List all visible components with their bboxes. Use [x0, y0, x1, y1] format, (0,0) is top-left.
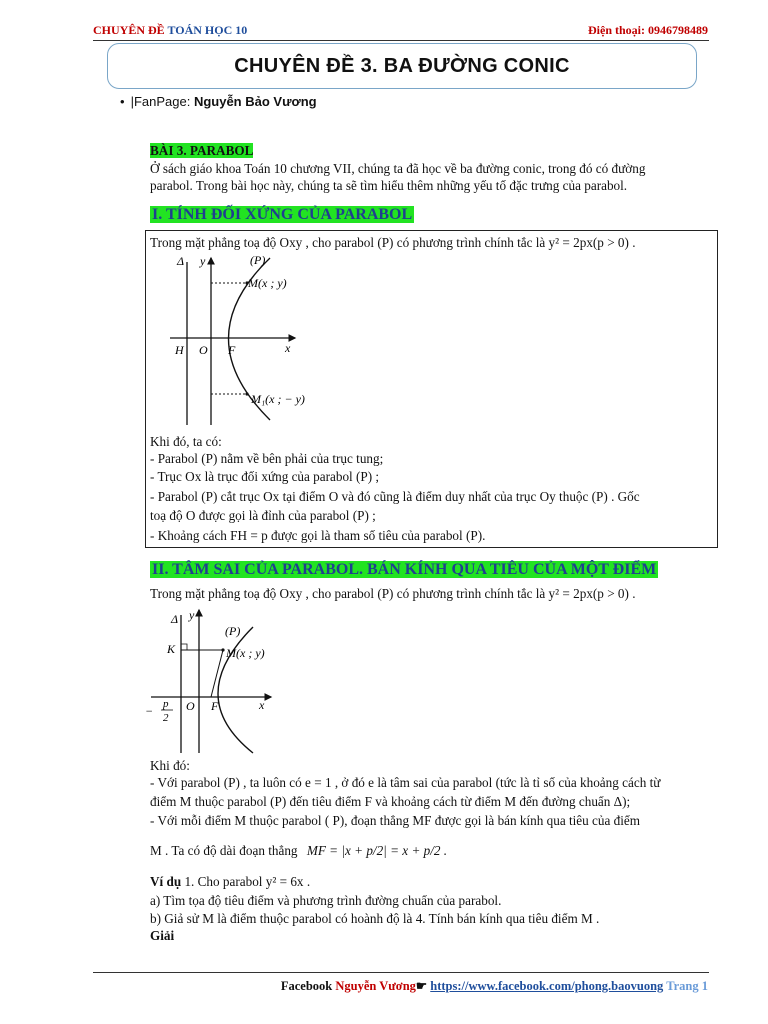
footer — [281, 978, 708, 994]
label-p: (P) — [250, 253, 266, 267]
label-o: O — [186, 699, 195, 713]
label-y: y — [200, 254, 206, 268]
header-subject: TOÁN HỌC — [167, 23, 233, 37]
label-k: K — [167, 642, 176, 656]
label-delta: Δ — [177, 254, 185, 268]
label-frac-p: p — [163, 698, 169, 710]
section2-intro: Trong mặt phẳng toạ độ Oxy , cho parabol (P) có phương trình chính tắc là y² = 2px(p > 0) . — [150, 586, 636, 601]
lesson-intro-1: Ở sách giáo khoa Toán 10 chương VII, chúng ta đã học về ba đường conic, trong đó có đường — [150, 161, 646, 176]
section1-item: - Parabol (P) cắt trục Ox tại điểm O và đó cũng là điểm duy nhất của trục Oy thuộc (P) . Gốc — [150, 489, 640, 504]
section1-item: - Parabol (P) nằm về bên phải của trục tung; — [150, 451, 384, 466]
section1-intro: Trong mặt phẳng toạ độ Oxy , cho parabol (P) có phương trình chính tắc là y² = 2px(p > 0) . — [150, 235, 636, 250]
footer-divider — [93, 972, 709, 973]
right-angle-mark — [181, 644, 187, 650]
label-m: M(x ; y) — [248, 276, 287, 290]
example-text: 1. Cho parabol y² = 6x . — [184, 874, 311, 889]
label-x: x — [259, 698, 265, 712]
label-delta: Δ — [171, 612, 179, 626]
solution-label-text: Giải — [150, 928, 175, 943]
label-m1: M₁(x ; − y) — [251, 392, 305, 406]
phone-label: Điện thoại: — [588, 23, 645, 37]
label-p: (P) — [225, 624, 241, 638]
footer-name[interactable]: Nguyễn Vương — [335, 979, 416, 993]
lesson-intro-2: parabol. Trong bài học này, chúng ta sẽ tìm hiểu thêm những yếu tố đặc trưng của parabol. — [150, 178, 628, 193]
section2-khi-do: Khi đó: — [150, 758, 190, 773]
section2-item: điểm M thuộc parabol (P) đến tiêu điểm F và khoảng cách từ điểm M đến đường chuẩn Δ); — [150, 794, 631, 809]
section2-heading — [150, 561, 658, 579]
section1-item: - Khoảng cách FH = p được gọi là tham số tiêu của parabol (P). — [150, 528, 486, 543]
page-title: CHUYÊN ĐỀ 3. BA ĐƯỜNG CONIC — [107, 43, 697, 89]
label-y: y — [189, 608, 195, 622]
fanpage-name[interactable]: Nguyễn Bảo Vương — [193, 94, 317, 109]
section1-item: toạ độ O được gọi là đỉnh của parabol (P) ; — [150, 508, 376, 523]
fanpage-divider: | — [130, 94, 134, 109]
section1-heading — [150, 206, 414, 224]
label-m: M(x ; y) — [226, 646, 265, 660]
example-part-b: b) Giả sử M là điểm thuộc parabol có hoành độ là 4. Tính bán kính qua tiêu điểm M . — [150, 911, 600, 926]
formula-mf: MF = |x + p/2| = x + p/2 . — [306, 843, 448, 858]
example-label: Ví dụ — [150, 874, 182, 889]
example-line — [150, 873, 310, 890]
header-right — [588, 23, 708, 38]
page-number: Trang 1 — [666, 979, 708, 993]
label-f: F — [228, 343, 236, 357]
example-part-a: a) Tìm tọa độ tiêu điểm và phương trình đường chuẩn của parabol. — [150, 893, 502, 908]
section2-formula-line — [150, 842, 447, 859]
point-m1 — [245, 392, 248, 395]
hand-pointer-icon: ☛ — [415, 979, 428, 993]
section1-khi-do: Khi đó, ta có: — [150, 434, 222, 449]
section1-heading-text: I. TÍNH ĐỐI XỨNG CỦA PARABOL — [152, 206, 413, 223]
fanpage-label: FanPage: — [133, 94, 191, 109]
header-left — [93, 23, 247, 38]
lesson-heading — [150, 142, 253, 159]
phone-number: 0946798489 — [648, 23, 708, 37]
bullet-icon: • — [120, 94, 125, 109]
label-x: x — [285, 341, 291, 355]
point-m — [221, 648, 224, 651]
section2-heading-text: II. TÂM SAI CỦA PARABOL. BÁN KÍNH QUA TIÊU CỦA MỘT ĐIỂM — [152, 561, 657, 578]
parabol-figure-1 — [165, 250, 315, 430]
header-grade: 10 — [235, 23, 248, 37]
footer-facebook: Facebook — [280, 979, 333, 993]
section2-item: - Với mỗi điểm M thuộc parabol ( P), đoạn thẳng MF được gọi là bán kính qua tiêu của điểm — [150, 813, 641, 828]
section2-item: - Với parabol (P) , ta luôn có e = 1 , ở đó e là tâm sai của parabol (tức là tỉ số của khoảng cách từ — [150, 775, 661, 790]
formula-prefix: M . Ta có độ dài đoạn thẳng — [150, 843, 298, 858]
label-o: O — [199, 343, 208, 357]
header-divider — [93, 40, 709, 41]
footer-link[interactable]: https://www.facebook.com/phong.baovuong — [430, 979, 664, 993]
label-frac-2: 2 — [163, 712, 169, 724]
lesson-heading-text: BÀI 3. PARABOL — [150, 143, 254, 158]
label-minus: − — [145, 704, 154, 718]
parabol-figure-2 — [143, 605, 278, 755]
label-f: F — [211, 699, 219, 713]
section1-item: - Trục Ox là trục đối xứng của parabol (P) ; — [150, 469, 380, 484]
solution-label — [150, 927, 174, 944]
header-topic: CHUYÊN ĐỀ — [93, 23, 165, 37]
label-h: H — [175, 343, 184, 357]
fanpage-line — [120, 94, 317, 109]
